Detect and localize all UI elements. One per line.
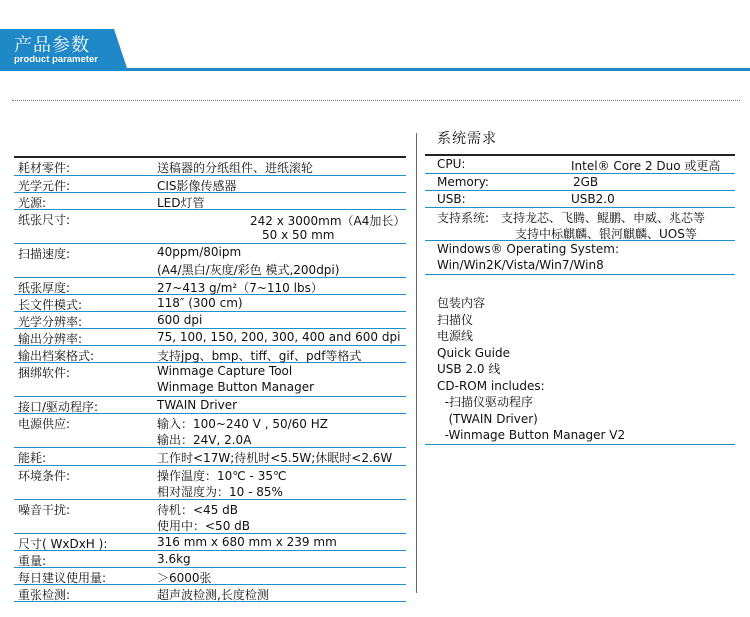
spec-value: 600 dpi — [157, 313, 203, 327]
spec-key: 重量: — [18, 554, 47, 568]
spec-value: 40ppm/80ipm — [157, 245, 242, 259]
spec-row-consumables — [14, 158, 406, 176]
package-item: 电源线 — [437, 329, 474, 343]
spec-value: TWAIN Driver — [157, 398, 238, 412]
spec-key: 扫描速度: — [18, 247, 71, 261]
spec-key: 纸张厚度: — [18, 281, 71, 295]
spec-key: 能耗: — [18, 451, 47, 465]
spec-key: 耗材零件: — [18, 161, 71, 175]
package-item: -Winmage Button Manager V2 — [425, 427, 735, 445]
spec-value: 送稿器的分纸组件、进纸滚轮 — [157, 161, 314, 175]
spec-row-paper-thickness — [14, 278, 406, 295]
req-value-line2: 支持中标麒麟、银河麒麟、UOS等 — [515, 227, 697, 241]
req-key: CPU: — [437, 157, 466, 171]
spec-row-dimensions — [14, 534, 406, 551]
req-row-supported-systems — [425, 208, 735, 241]
spec-value: 242 x 3000mm（A4加长） — [250, 214, 406, 228]
spec-row-power-consumption — [14, 448, 406, 466]
req-key: USB: — [437, 192, 466, 206]
spec-row-output-format — [14, 346, 406, 363]
spec-row-weight — [14, 551, 406, 568]
section-banner — [0, 29, 750, 71]
spec-value: 118″ (300 cm) — [157, 296, 243, 310]
column-divider — [416, 133, 417, 593]
req-value: 支持龙芯、飞腾、鲲鹏、申威、兆芯等 — [501, 211, 706, 225]
spec-value: 27~413 g/m²（7~110 lbs） — [157, 281, 323, 295]
spec-key: 重张检测: — [18, 588, 71, 602]
spec-key: 长文件模式: — [18, 298, 83, 312]
spec-value: 工作时<17W;待机时<5.5W;休眠时<2.6W — [157, 451, 393, 465]
spec-value: 75, 100, 150, 200, 300, 400 and 600 dpi — [157, 330, 401, 344]
dotted-divider — [12, 100, 740, 101]
spec-value: 支持jpg、bmp、tiff、gif、pdf等格式 — [157, 349, 362, 363]
req-key: Windows® Operating System: — [437, 242, 619, 256]
section-subtitle: product parameter — [14, 54, 98, 65]
spec-key: 每日建议使用量: — [18, 571, 107, 585]
req-row-windows — [425, 241, 735, 275]
spec-row-optics — [14, 176, 406, 193]
spec-value: ＞6000张 — [157, 571, 212, 585]
spec-row-output-resolution — [14, 329, 406, 346]
spec-key: 输出分辨率: — [18, 332, 83, 346]
section-title: 产品参数 — [14, 35, 90, 56]
spec-row-noise — [14, 500, 406, 534]
req-value: Intel® Core 2 Duo 或更高 — [571, 159, 721, 173]
req-row-usb — [425, 191, 735, 208]
package-item: -扫描仪驱动程序 — [437, 395, 533, 409]
requirements-title: 系统需求 — [437, 131, 497, 147]
spec-value-line2: 输出：24V, 2.0A — [157, 433, 252, 447]
spec-row-paper-size — [14, 210, 406, 244]
spec-value-line2: Winmage Button Manager — [157, 380, 315, 394]
spec-value: CIS影像传感器 — [157, 179, 237, 193]
package-item: (TWAIN Driver) — [437, 411, 538, 426]
spec-row-double-feed-detection — [14, 585, 406, 602]
spec-value: Winmage Capture Tool — [157, 364, 293, 378]
spec-value: 操作温度：10℃ - 35℃ — [157, 469, 287, 483]
spec-row-power-supply — [14, 414, 406, 448]
spec-key: 输出档案格式: — [18, 349, 95, 363]
spec-value: 输入：100~240 V , 50/60 HZ — [157, 417, 328, 431]
req-value: 2GB — [573, 175, 599, 189]
spec-value: 3.6kg — [157, 552, 191, 566]
package-item: USB 2.0 线 — [437, 362, 501, 376]
spec-value: 316 mm x 680 mm x 239 mm — [157, 535, 337, 549]
spec-row-optical-resolution — [14, 312, 406, 329]
spec-row-environment — [14, 466, 406, 500]
package-item: 扫描仪 — [437, 312, 474, 327]
spec-row-light-source — [14, 193, 406, 210]
spec-key: 光源: — [18, 196, 47, 210]
spec-row-long-doc-mode — [14, 295, 406, 312]
spec-value-line2: 相对湿度为：10 - 85% — [157, 485, 283, 499]
spec-value-line2: 使用中：<50 dB — [157, 519, 250, 533]
spec-key: 纸张尺寸: — [18, 213, 71, 227]
req-row-cpu — [425, 156, 735, 174]
spec-value: 超声波检测,长度检测 — [157, 588, 269, 602]
spec-row-daily-volume — [14, 568, 406, 585]
spec-key: 光学分辨率: — [18, 315, 83, 329]
system-requirements — [425, 126, 735, 445]
spec-row-bundled-software — [14, 363, 406, 397]
req-value: USB2.0 — [571, 192, 615, 206]
package-item: CD-ROM includes: — [437, 378, 545, 393]
req-value: Win/Win2K/Vista/Win7/Win8 — [437, 258, 604, 272]
spec-key: 接口/驱动程序: — [18, 400, 99, 414]
spec-value: LED灯管 — [157, 196, 205, 210]
req-row-memory — [425, 174, 735, 191]
package-contents-title: 包装内容 — [437, 296, 486, 310]
spec-value-line2: 50 x 50 mm — [262, 228, 335, 242]
spec-value: 待机：<45 dB — [157, 503, 238, 517]
spec-row-interface — [14, 397, 406, 414]
spec-key: 噪音干扰: — [18, 503, 71, 517]
req-key: Memory: — [437, 175, 489, 189]
spec-key: 捆绑软件: — [18, 366, 71, 380]
spec-key: 光学元件: — [18, 179, 71, 193]
spec-row-scan-speed — [14, 244, 406, 278]
spec-key: 电源供应: — [18, 417, 71, 431]
req-key: 支持系统: — [437, 211, 490, 225]
spec-value-line2: (A4/黑白/灰度/彩色 模式,200dpi) — [157, 263, 340, 277]
spec-table — [14, 156, 406, 602]
spec-key: 环境条件: — [18, 469, 71, 483]
spec-key: 尺寸( WxDxH ): — [18, 537, 108, 551]
package-item: Quick Guide — [437, 345, 510, 360]
